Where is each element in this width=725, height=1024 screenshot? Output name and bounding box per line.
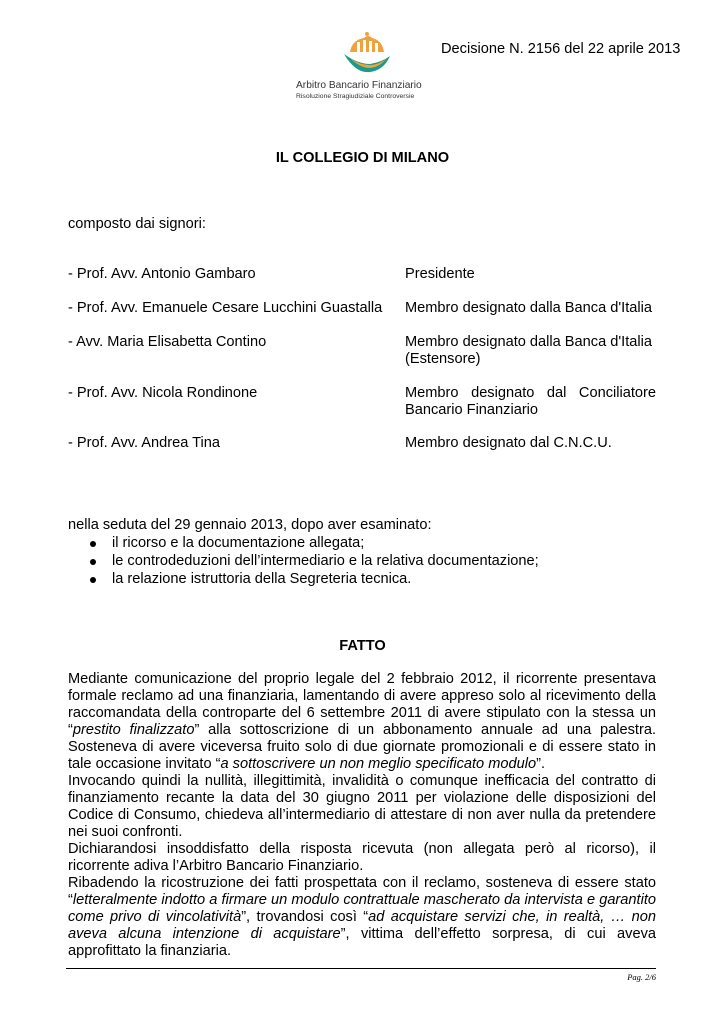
member-role: Membro designato dalla Banca d'Italia: [405, 300, 652, 316]
member-name: - Avv. Maria Elisabetta Contino: [68, 334, 267, 350]
list-item: il ricorso e la documentazione allegata;: [68, 535, 539, 553]
decision-number: Decisione N. 2156 del 22 aprile 2013: [441, 41, 681, 57]
examined-list: [68, 535, 539, 589]
abf-logo-icon: [330, 30, 402, 80]
member-role: Membro designato dal C.N.C.U.: [405, 435, 612, 451]
college-title: IL COLLEGIO DI MILANO: [275, 150, 450, 166]
list-item: le controdeduzioni dell’intermediario e la relativa documentazione;: [68, 553, 539, 571]
page-number: Pag. 2/6: [627, 972, 656, 982]
member-name: - Prof. Avv. Emanuele Cesare Lucchini Guastalla: [68, 300, 383, 316]
member-role: Membro designato dalla Banca d'Italia (Estensore): [405, 334, 652, 367]
fatto-body: [68, 671, 656, 960]
abf-logo: [296, 30, 436, 108]
seduta-text: nella seduta del 29 gennaio 2013, dopo aver esaminato:: [68, 517, 432, 533]
section-title-fatto: FATTO: [339, 638, 386, 654]
paragraph: Ribadendo la ricostruzione dei fatti prospettata con il reclamo, sosteneva di essere stato “letteralmente indotto a firmare un modulo contrattuale mascherato da intervista e garantito come privo di vincolatività”, trovandosi così “ad acquistare servizi che, in realtà, … non aveva alcuna intenzione di acquistare”, vittima dell’effetto sorpresa, di cui aveva approfittato la finanziaria.: [68, 875, 656, 959]
member-role: Presidente: [405, 266, 475, 282]
member-name: - Prof. Avv. Nicola Rondinone: [68, 385, 258, 401]
composto-label: composto dai signori:: [68, 216, 206, 232]
bullet-icon: [90, 541, 96, 547]
paragraph: Dichiarandosi insoddisfatto della risposta ricevuta (non allegata però al ricorso), il ricorrente adiva l’Arbitro Bancario Finanziario.: [68, 841, 656, 874]
member-name: - Prof. Avv. Andrea Tina: [68, 435, 220, 451]
bullet-icon: [90, 577, 96, 583]
footer-divider: [66, 968, 656, 969]
list-item: la relazione istruttoria della Segreteria tecnica.: [68, 571, 539, 589]
paragraph: Invocando quindi la nullità, illegittimità, invalidità o comunque inefficacia del contratto di finanziamento recante la data del 30 giugno 2011 per violazione delle disposizioni del Codice di Consumo, chiedeva all’intermediario di attestare di non aver nulla da pretendere nei suoi confronti.: [68, 773, 656, 840]
bullet-icon: [90, 559, 96, 565]
paragraph: Mediante comunicazione del proprio legale del 2 febbraio 2012, il ricorrente presentava formale reclamo ad una finanziaria, lamentando di avere appreso solo al ricevimento della raccomandata della controparte del 6 settembre 2011 di avere stipulato con la stessa un “prestito finalizzato” alla sottoscrizione di un abbonamento annuale ad una palestra. Sosteneva di avere viceversa fruito solo di due giornate promozionali e di essere stato in tale occasione invitato “a sottoscrivere un non meglio specificato modulo”.: [68, 671, 656, 772]
logo-subtitle: Risoluzione Stragiudiziale Controversie: [296, 93, 415, 100]
logo-name: Arbitro Bancario Finanziario: [296, 80, 422, 91]
member-name: - Prof. Avv. Antonio Gambaro: [68, 266, 256, 282]
member-role: Membro designato dal Conciliatore Bancario Finanziario: [405, 385, 656, 418]
